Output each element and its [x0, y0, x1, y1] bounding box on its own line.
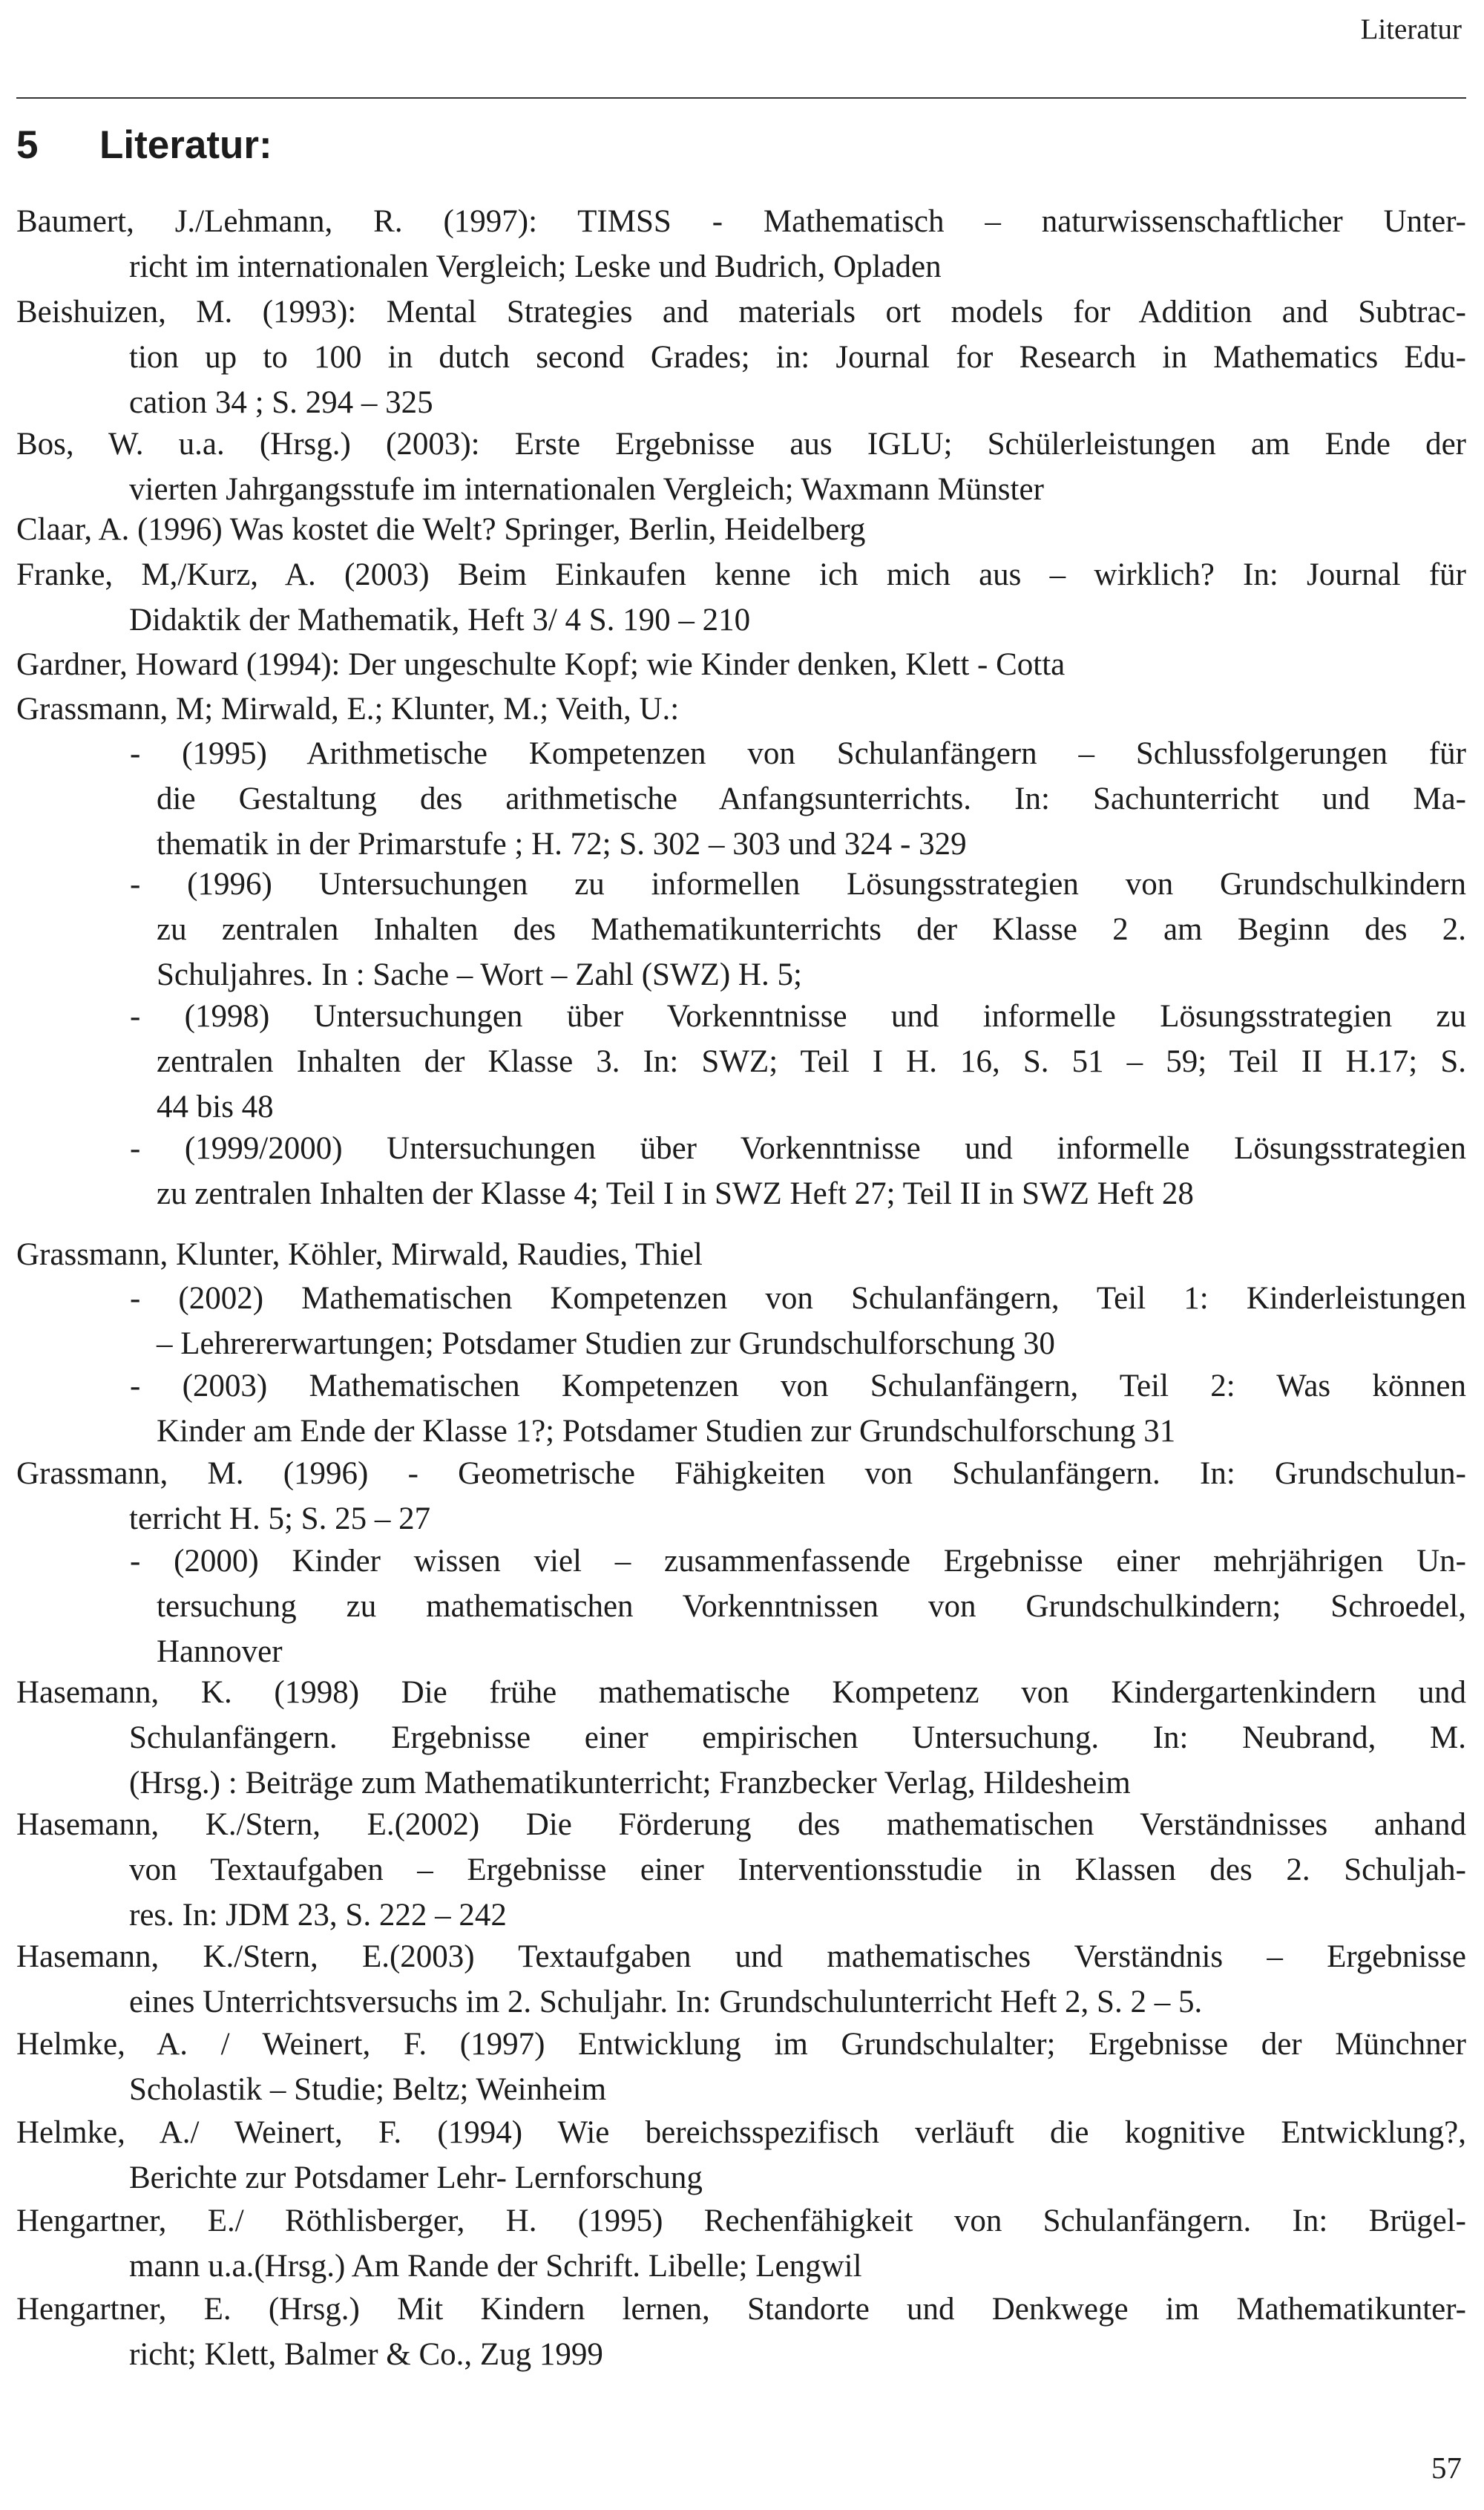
reference-line: Hasemann, K. (1998) Die frühe mathematische Kompetenz von Kindergartenkindern und [16, 1675, 1466, 1710]
reference-line: Hannover [157, 1634, 283, 1669]
reference-line: Schulanfängern. Ergebnisse einer empirischen Untersuchung. In: Neubrand, M. [129, 1720, 1466, 1755]
reference-line: Didaktik der Mathematik, Heft 3/ 4 S. 190 – 210 [129, 603, 751, 638]
reference-line: Hasemann, K./Stern, E.(2002) Die Förderung des mathematischen Verständnisses anhand [16, 1807, 1466, 1842]
chapter-title: Literatur: [99, 123, 272, 167]
header-rule [16, 97, 1466, 99]
reference-line: Grassmann, Klunter, Köhler, Mirwald, Raudies, Thiel [16, 1237, 703, 1272]
reference-line: - (2002) Mathematischen Kompetenzen von Schulanfängern, Teil 1: Kinderleistungen [130, 1281, 1466, 1316]
reference-line: terricht H. 5; S. 25 – 27 [129, 1501, 431, 1536]
reference-line: zu zentralen Inhalten der Klasse 4; Teil I in SWZ Heft 27; Teil II in SWZ Heft 28 [157, 1176, 1194, 1211]
reference-line: thematik in der Primarstufe ; H. 72; S. 302 – 303 und 324 - 329 [157, 827, 967, 862]
reference-line: (Hrsg.) : Beiträge zum Mathematikunterricht; Franzbecker Verlag, Hildesheim [129, 1766, 1131, 1800]
reference-line: Hengartner, E. (Hrsg.) Mit Kindern lernen, Standorte und Denkwege im Mathematikunter- [16, 2292, 1466, 2327]
reference-subentry [130, 1539, 1466, 1674]
reference-line: die Gestaltung des arithmetische Anfangsunterrichts. In: Sachunterricht und Ma- [157, 781, 1466, 816]
reference-line: Hengartner, E./ Röthlisberger, H. (1995) Rechenfähigkeit von Schulanfängern. In: Brügel- [16, 2203, 1466, 2238]
reference-line: – Lehrererwartungen; Potsdamer Studien zur Grundschulforschung 30 [157, 1326, 1055, 1361]
reference-entry [16, 507, 1466, 552]
reference-line: von Textaufgaben – Ergebnisse einer Interventionsstudie in Klassen des 2. Schuljah- [129, 1852, 1466, 1887]
reference-entry [16, 2287, 1466, 2377]
reference-entry [16, 687, 1466, 732]
reference-line: Gardner, Howard (1994): Der ungeschulte Kopf; wie Kinder denken, Klett - Cotta [16, 647, 1066, 682]
reference-line: 44 bis 48 [157, 1089, 274, 1124]
reference-line: Claar, A. (1996) Was kostet die Welt? Springer, Berlin, Heidelberg [16, 512, 866, 547]
reference-line: richt im internationalen Vergleich; Leske und Budrich, Opladen [129, 249, 942, 284]
reference-entry [16, 1934, 1466, 2025]
reference-line: - (2000) Kinder wissen viel – zusammenfassende Ergebnisse einer mehrjährigen Un- [130, 1544, 1466, 1579]
chapter-heading [16, 122, 272, 169]
reference-line: tion up to 100 in dutch second Grades; in: Journal for Research in Mathematics Edu- [129, 340, 1466, 375]
reference-entry [16, 1451, 1466, 1541]
reference-line: Grassmann, M. (1996) - Geometrische Fähigkeiten von Schulanfängern. In: Grundschulun- [16, 1456, 1466, 1491]
reference-line: - (1995) Arithmetische Kompetenzen von Schulanfängern – Schlussfolgerungen für [130, 736, 1466, 771]
reference-line: vierten Jahrgangsstufe im internationalen Vergleich; Waxmann Münster [129, 472, 1044, 507]
reference-entry [16, 422, 1466, 512]
reference-entry [16, 642, 1466, 687]
reference-line: cation 34 ; S. 294 – 325 [129, 385, 433, 420]
reference-line: zentralen Inhalten der Klasse 3. In: SWZ; Teil I H. 16, S. 51 – 59; Teil II H.17; S. [157, 1044, 1466, 1079]
reference-entry [16, 2110, 1466, 2201]
reference-line: res. In: JDM 23, S. 222 – 242 [129, 1898, 507, 1933]
reference-line: eines Unterrichtsversuchs im 2. Schuljahr. In: Grundschulunterricht Heft 2, S. 2 – 5. [129, 1985, 1203, 2019]
reference-subentry [130, 731, 1466, 867]
reference-line: Grassmann, M; Mirwald, E.; Klunter, M.; Veith, U.: [16, 692, 680, 727]
reference-line: Berichte zur Potsdamer Lehr- Lernforschung [129, 2160, 703, 2195]
reference-line: - (1999/2000) Untersuchungen über Vorkenntnisse und informelle Lösungsstrategien [130, 1131, 1466, 1166]
reference-subentry [130, 994, 1466, 1130]
reference-line: Helmke, A. / Weinert, F. (1997) Entwicklung im Grundschulalter; Ergebnisse der Münchner [16, 2027, 1466, 2062]
page-number: 57 [1431, 2451, 1462, 2485]
reference-entry [16, 1232, 1466, 1277]
reference-subentry [130, 1363, 1466, 1454]
reference-line: Hasemann, K./Stern, E.(2003) Textaufgaben und mathematisches Verständnis – Ergebnisse [16, 1939, 1466, 1974]
reference-entry [16, 552, 1466, 643]
reference-line: Helmke, A./ Weinert, F. (1994) Wie bereichsspezifisch verläuft die kognitive Entwicklung?, [16, 2115, 1466, 2150]
reference-entry [16, 2198, 1466, 2289]
running-header: Literatur [1360, 13, 1462, 45]
reference-line: Beishuizen, M. (1993): Mental Strategies and materials ort models for Addition and Subtrac- [16, 295, 1466, 330]
reference-line: Schuljahres. In : Sache – Wort – Zahl (SWZ) H. 5; [157, 957, 802, 992]
reference-entry [16, 289, 1466, 425]
reference-line: Franke, M,/Kurz, A. (2003) Beim Einkaufen kenne ich mich aus – wirklich? In: Journal für [16, 557, 1466, 592]
reference-line: tersuchung zu mathematischen Vorkenntnissen von Grundschulkindern; Schroedel, [157, 1589, 1466, 1624]
reference-line: Bos, W. u.a. (Hrsg.) (2003): Erste Ergebnisse aus IGLU; Schülerleistungen am Ende der [16, 427, 1466, 462]
chapter-number: 5 [16, 123, 39, 167]
reference-line: zu zentralen Inhalten des Mathematikunterrichts der Klasse 2 am Beginn des 2. [157, 912, 1466, 947]
reference-line: - (2003) Mathematischen Kompetenzen von Schulanfängern, Teil 2: Was können [130, 1369, 1466, 1403]
reference-subentry [130, 1276, 1466, 1366]
reference-line: richt; Klett, Balmer & Co., Zug 1999 [129, 2337, 603, 2372]
reference-line: Baumert, J./Lehmann, R. (1997): TIMSS - Mathematisch – naturwissenschaftlicher Unter- [16, 204, 1466, 239]
reference-line: mann u.a.(Hrsg.) Am Rande der Schrift. Libelle; Lengwil [129, 2249, 862, 2284]
reference-entry [16, 1802, 1466, 1938]
reference-subentry [130, 1126, 1466, 1216]
reference-line: Scholastik – Studie; Beltz; Weinheim [129, 2072, 607, 2107]
reference-subentry [130, 862, 1466, 997]
reference-entry [16, 199, 1466, 289]
reference-line: - (1998) Untersuchungen über Vorkenntnisse und informelle Lösungsstrategien zu [130, 999, 1466, 1034]
reference-line: Kinder am Ende der Klasse 1?; Potsdamer Studien zur Grundschulforschung 31 [157, 1414, 1176, 1449]
reference-line: - (1996) Untersuchungen zu informellen Lösungsstrategien von Grundschulkindern [130, 867, 1466, 902]
reference-entry [16, 1670, 1466, 1806]
reference-entry [16, 2022, 1466, 2112]
